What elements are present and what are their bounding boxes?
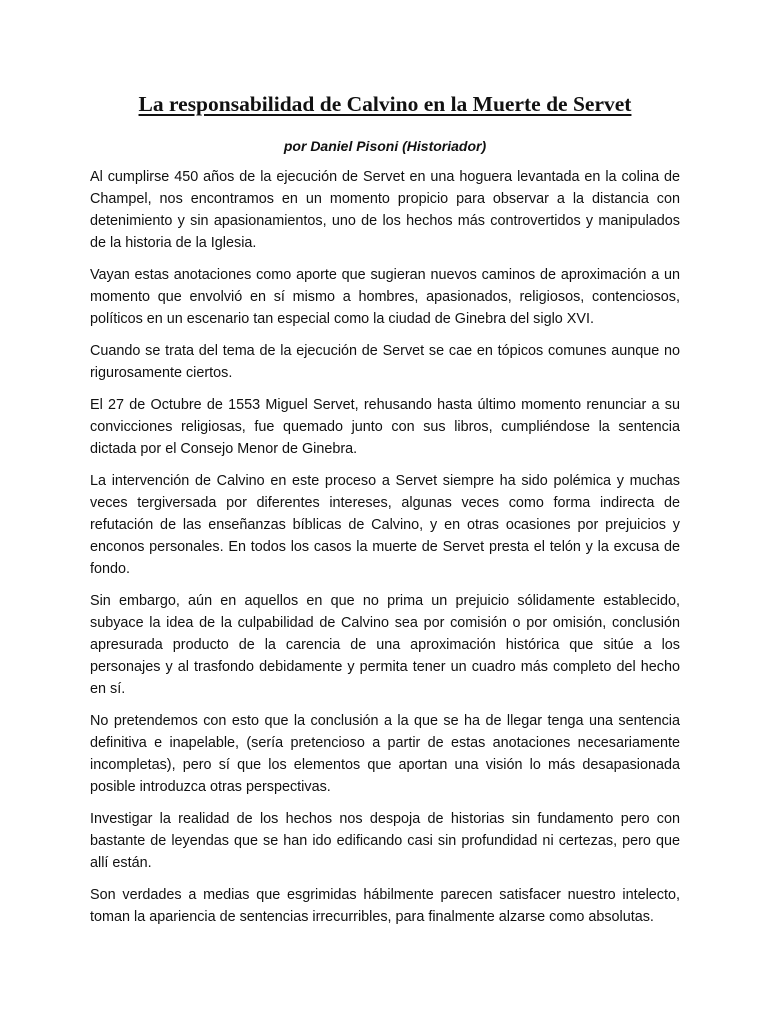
paragraph-3: Cuando se trata del tema de la ejecución de Servet se cae en tópicos comunes aunque no rigurosamente ciertos. <box>90 343 680 381</box>
paragraph-5: La intervención de Calvino en este proceso a Servet siempre ha sido polémica y muchas veces tergiversada por diferentes intereses, algunas veces como forma indirecta de refutación de las enseñanzas bíblicas de Calvino, y en otras ocasiones por prejuicios y enconos personales. En todos los casos la muerte de Servet presta el telón y la excusa de fondo. <box>90 473 680 577</box>
paragraph-9: Son verdades a medias que esgrimidas hábilmente parecen satisfacer nuestro intelecto, toman la apariencia de sentencias irrecurribles, para finalmente alzarse como absolutas. <box>90 887 680 925</box>
document-page <box>90 90 680 938</box>
paragraph-8: Investigar la realidad de los hechos nos despoja de historias sin fundamento pero con bastante de leyendas que se han ido edificando casi sin profundidad ni certezas, pero que allí están. <box>90 811 680 871</box>
author-byline: por Daniel Pisoni (Historiador) <box>283 138 487 154</box>
document-title: La responsabilidad de Calvino en la Muerte de Servet <box>138 92 632 116</box>
paragraph-2: Vayan estas anotaciones como aporte que sugieran nuevos caminos de aproximación a un momento que envolvió en sí mismo a hombres, apasionados, religiosos, contenciosos, políticos en un escenario tan especial como la ciudad de Ginebra del siglo XVI. <box>90 267 680 327</box>
paragraph-6: Sin embargo, aún en aquellos en que no prima un prejuicio sólidamente establecido, subyace la idea de la culpabilidad de Calvino sea por comisión o por omisión, conclusión apresurada producto de la carencia de una aproximación histórica que sitúe a los personajes y al trasfondo debidamente y permita tener un cuadro más completo del hecho en sí. <box>90 593 680 697</box>
paragraph-7: No pretendemos con esto que la conclusión a la que se ha de llegar tenga una sentencia definitiva e inapelable, (sería pretencioso a partir de estas anotaciones necesariamente incompletas), pero sí que los elementos que aportan una visión lo más desapasionada posible introduzca otras perspectivas. <box>90 713 680 795</box>
paragraph-4: El 27 de Octubre de 1553 Miguel Servet, rehusando hasta último momento renunciar a su convicciones religiosas, fue quemado junto con sus libros, cumpliéndose la sentencia dictada por el Consejo Menor de Ginebra. <box>90 397 680 457</box>
paragraph-1: Al cumplirse 450 años de la ejecución de Servet en una hoguera levantada en la colina de Champel, nos encontramos en un momento propicio para observar a la distancia con detenimiento y sin apasionamientos, uno de los hechos más controvertidos y manipulados de la historia de la Iglesia. <box>90 169 680 251</box>
